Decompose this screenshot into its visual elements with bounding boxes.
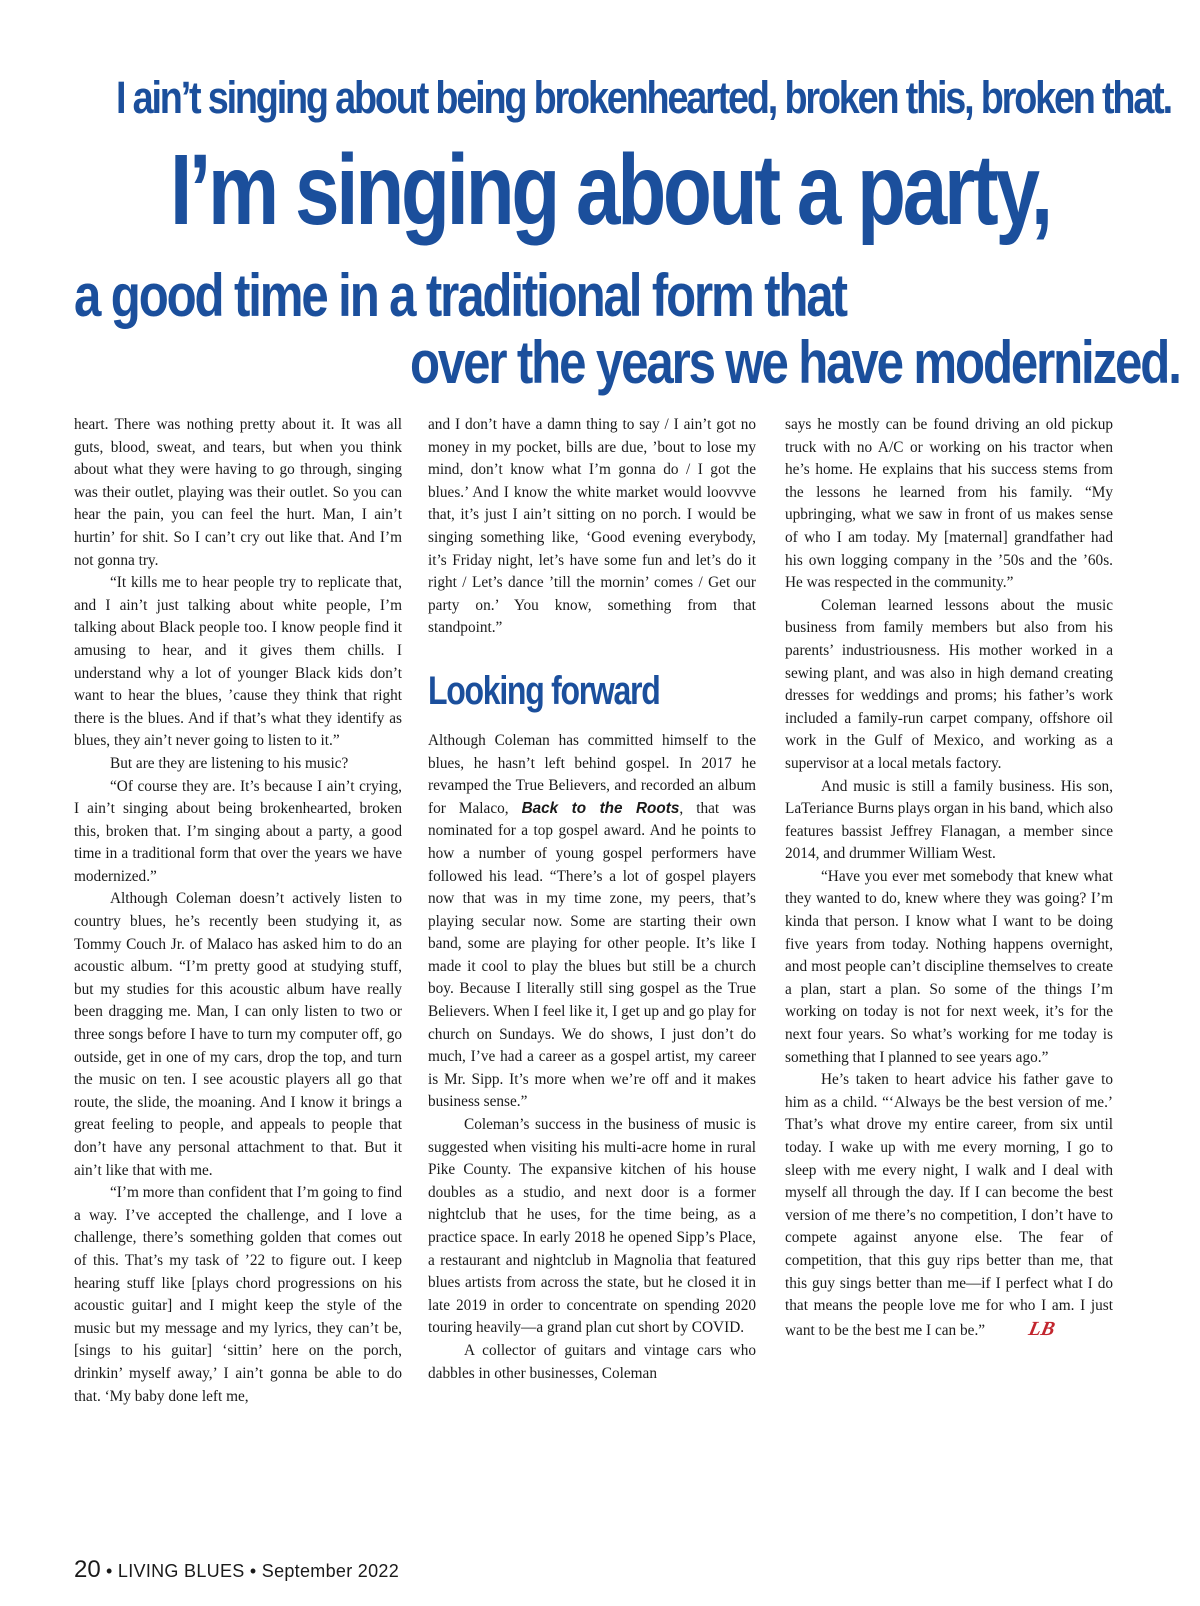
article-column-1	[74, 414, 402, 1408]
paragraph: and I don’t have a damn thing to say / I ain’t got no money in my pocket, bills are due, ’bout to lose my mind, don’t know what I’m gonna do / I got the blues.’ And I know the white market would loovvve that, it’s just I ain’t sitting on no porch. I would be singing something like, ‘Good evening everybody, it’s Friday night, let’s have some fun and let’s do it right / Let’s dance ’till the mornin’ comes / Get our party on.’ You know, something from that standpoint.”	[428, 416, 756, 637]
paragraph: Coleman learned lessons about the music business from family members but also from his parents’ industriousness. His mother worked in a sewing plant, and was also in high demand creating dresses for weddings and proms; his father’s work included a family-run carpet company, offshore oil work in the Gulf of Mexico, and working as a supervisor at a local metals factory.	[785, 596, 1113, 772]
page-footer	[74, 1556, 399, 1584]
paragraph-text: , that was nominated for a top gospel award. And he points to how a number of young gospel performers have followed his lead. “There’s a lot of gospel players now that was in my time zone, my peers, that’s playing secular now. Some are starting their own band, some are playing for other people. It’s like I made it cool to play the blues but still be a church boy. Because I literally still sing gospel as the True Believers. When I feel like it, I get up and go play for church on Sundays. We do shows, I just don’t do much, I’ve had a career as a gospel artist, my career is Mr. Sipp. It’s more when we’re off and it makes business sense.”	[428, 799, 756, 1111]
publication-info: • LIVING BLUES • September 2022	[100, 1561, 400, 1581]
album-title: Back to the Roots	[521, 799, 680, 817]
section-heading: Looking forward	[428, 668, 660, 713]
paragraph: “Have you ever met somebody that knew what they wanted to do, knew where they was going? I’m kinda that person. I know what I want to be doing five years from today. Nothing happens overnight, and most people can’t discipline themselves to create a plan, start a plan. So some of the things I’m working on today is not for next week, it’s for the next four years. So what’s working for me today is something that I planned to see years ago.”	[785, 867, 1113, 1066]
pull-quote-line-1: I ain’t singing about being brokenhearted, broken this, broken that.	[116, 72, 1171, 123]
article-column-2	[428, 414, 756, 1385]
paragraph: “I’m more than confident that I’m going to find a way. I’ve accepted the challenge, and I love a challenge, there’s something golden that comes out of this. That’s my task of ’22 to figure out. I keep hearing stuff like [plays chord progressions on his acoustic guitar] and I might keep the style of the music but my message and my lyrics, they can’t be, [sings to his guitar] ‘sittin’ here on the porch, drinkin’ myself away,’ I ain’t gonna be able to do that. ‘My baby done left me,	[74, 1184, 402, 1405]
paragraph: Coleman’s success in the business of music is suggested when visiting his multi-acre home in rural Pike County. The expansive kitchen of his house doubles as a studio, and next door is a former nightclub that he uses, for the time being, as a practice space. In early 2018 he opened Sipp’s Place, a restaurant and nightclub in Magnolia that featured blues artists from across the state, but he closed it in late 2019 in order to concentrate on spending 2020 touring heavily—a grand plan cut short by COVID.	[428, 1116, 756, 1337]
paragraph-text: He’s taken to heart advice his father gave to him as a child. “‘Always be the best version of me.’ That’s what drove my entire career, from six until today. I wake up with me every morning, I go to sleep with me every night, I walk and I deal with myself all through the day. If I can become the best version of me there’s no competition, I don’t have to compete against anyone else. The fear of competition, that this guy rips better than me, that this guy sings better than me—if I perfect what I do that means the people love me for who I am. I just want to be the best me I can be.”	[785, 1071, 1113, 1339]
paragraph: “It kills me to hear people try to replicate that, and I ain’t just talking about white people, I’m talking about Black people too. I know people find it amusing to hear, and it gives them chills. I understand why a lot of younger Black kids don’t want to hear the blues, ’cause they think that right there is the blues. And if that’s what they identify as blues, they ain’t never going to listen to it.”	[74, 574, 402, 750]
end-mark-logo: LB	[1026, 1317, 1058, 1340]
paragraph: heart. There was nothing pretty about it. It was all guts, blood, sweat, and tears, but when you think about what they were having to go through, singing was their outlet, playing was their outlet. So you can hear the pain, you can feel the hurt. Man, I ain’t hurtin’ for shit. So I can’t cry out like that. And I’m not gonna try.	[74, 416, 402, 569]
paragraph: But are they are listening to his music?	[110, 754, 349, 772]
paragraph-text: Although Coleman has committed himself to the blues, he hasn’t left behind gospel. In 2017 he revamped the True Believers, and recorded an album for Malaco,	[428, 731, 756, 817]
page-number: 20	[74, 1556, 101, 1583]
pull-quote-line-3: a good time in a traditional form that	[74, 262, 846, 329]
paragraph: And music is still a family business. His son, LaTeriance Burns plays organ in his band, which also features bassist Jeffrey Flanagan, a member since 2014, and drummer William West.	[785, 777, 1113, 863]
paragraph: says he mostly can be found driving an old pickup truck with no A/C or working on his tractor when he’s home. He explains that his success stems from the lessons he learned from his family. “My upbringing, what we saw in front of us makes sense of who I am today. My [maternal] grandfather had his own logging company in the ’50s and the ’60s. He was respected in the community.”	[785, 416, 1113, 592]
paragraph: A collector of guitars and vintage cars who dabbles in other businesses, Coleman	[428, 1341, 756, 1382]
pull-quote-line-4: over the years we have modernized.	[410, 329, 1180, 396]
pull-quote-line-2: I’m singing about a party,	[170, 134, 1050, 246]
paragraph	[785, 1069, 1113, 1342]
paragraph	[428, 730, 756, 1114]
paragraph: “Of course they are. It’s because I ain’t crying, I ain’t singing about being brokenhearted, broken this, broken that. I’m singing about a party, a good time in a traditional form that over the years we have modernized.”	[74, 777, 402, 885]
paragraph: Although Coleman doesn’t actively listen to country blues, he’s recently been studying it, as Tommy Couch Jr. of Malaco has asked him to do an acoustic album. “I’m pretty good at studying stuff, but my studies for this acoustic album have really been dragging me. Man, I can only listen to two or three songs before I have to turn my computer off, go outside, get in one of my cars, drop the top, and turn the music on ten. I see acoustic players all go that route, the slide, the moaning. And I know it brings a great feeling to people, and appeals to people that don’t have any personal attachment to that. But it ain’t like that with me.	[74, 890, 402, 1179]
article-column-3	[785, 414, 1113, 1342]
